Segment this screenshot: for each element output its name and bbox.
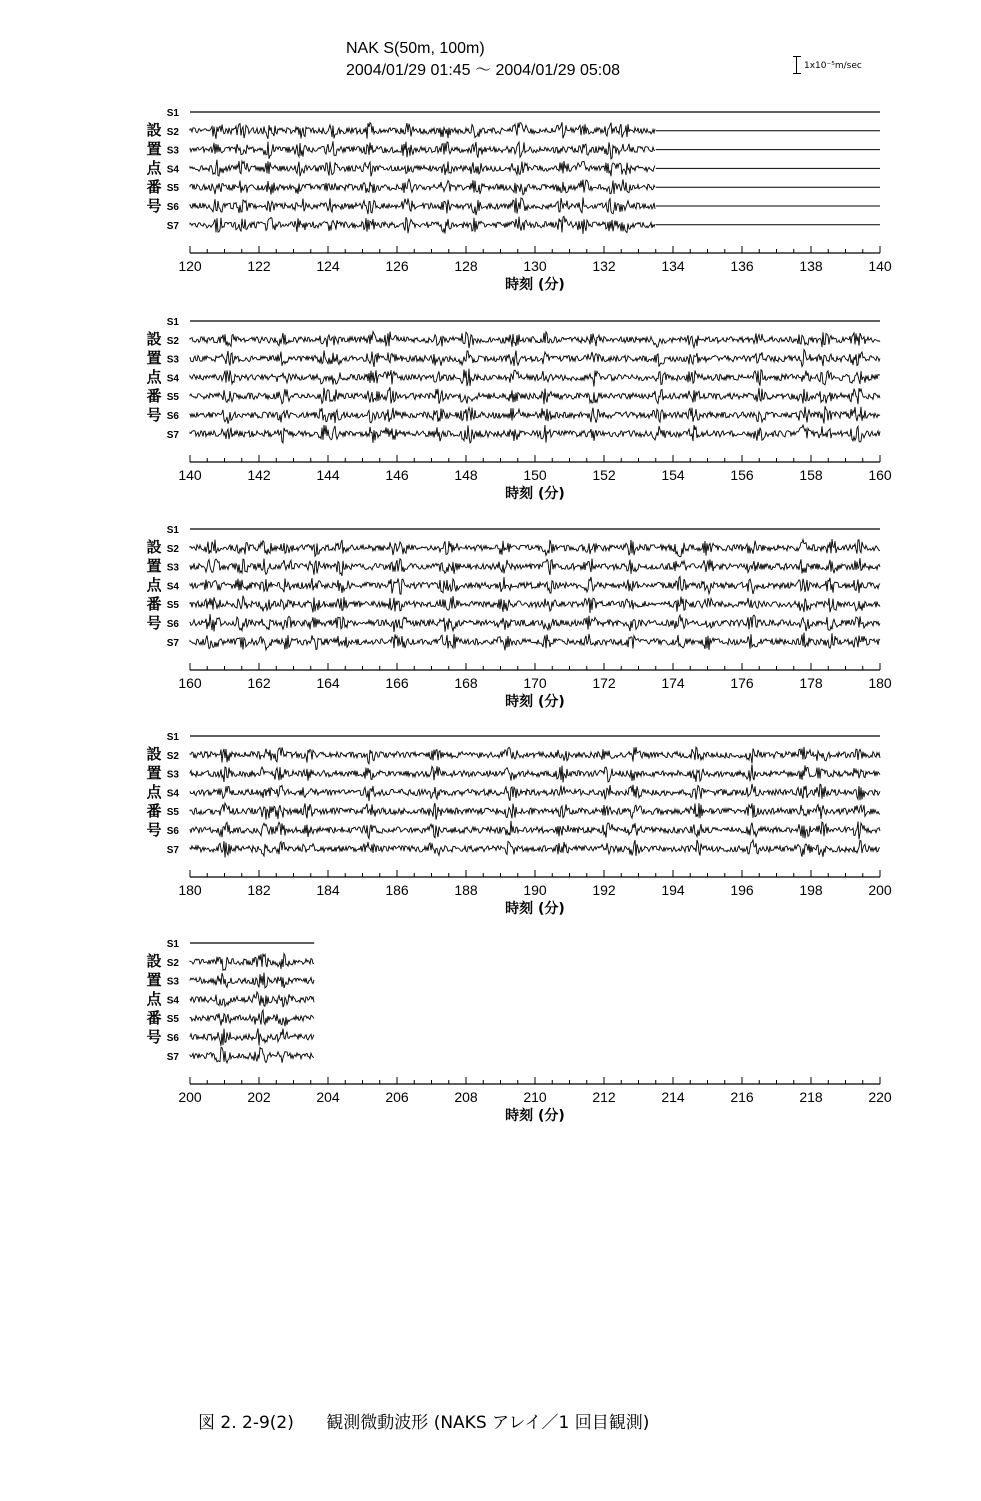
y-axis-label-char: 置 [146, 140, 162, 158]
station-label-s3: S3 [166, 562, 179, 574]
x-tick-label: 212 [592, 1089, 616, 1105]
station-label-s1: S1 [166, 732, 179, 743]
station-label-s7: S7 [166, 844, 179, 856]
station-label-s1: S1 [166, 317, 179, 328]
x-tick-label: 156 [730, 467, 754, 483]
station-label-s4: S4 [166, 581, 179, 593]
trace-s3 [190, 350, 880, 367]
x-tick-label: 196 [730, 882, 754, 898]
x-tick-label: 160 [868, 467, 892, 483]
station-label-s5: S5 [166, 600, 179, 612]
x-tick-label: 124 [316, 258, 340, 274]
x-tick-label: 190 [523, 882, 547, 898]
x-tick-label: 168 [454, 675, 478, 691]
trace-s2 [190, 954, 314, 971]
x-tick-label: 136 [730, 258, 754, 274]
station-label-s1: S1 [166, 939, 179, 950]
x-axis-title: 時刻 (分) [505, 486, 565, 502]
x-tick-label: 122 [247, 258, 271, 274]
station-label-s2: S2 [166, 335, 179, 347]
panel-3 [146, 525, 891, 710]
station-label-s4: S4 [166, 373, 179, 385]
x-tick-label: 186 [385, 882, 409, 898]
x-tick-label: 134 [661, 258, 685, 274]
panel-1 [146, 108, 891, 293]
x-tick-label: 170 [523, 675, 547, 691]
station-label-s7: S7 [166, 429, 179, 441]
x-tick-label: 132 [592, 258, 616, 274]
trace-s6 [190, 406, 880, 423]
trace-s7 [190, 840, 880, 858]
x-tick-label: 152 [592, 467, 616, 483]
trace-s4 [190, 992, 314, 1007]
x-tick-label: 150 [523, 467, 547, 483]
x-tick-label: 202 [247, 1089, 271, 1105]
x-tick-label: 130 [523, 258, 547, 274]
x-tick-label: 204 [316, 1089, 340, 1105]
y-axis-label-char: 号 [146, 197, 162, 215]
y-axis-label-char: 置 [146, 971, 162, 989]
trace-s4 [190, 160, 655, 177]
x-tick-label: 200 [868, 882, 892, 898]
trace-s3 [190, 558, 880, 576]
x-tick-label: 218 [799, 1089, 823, 1105]
figure-caption: 図 2. 2-9(2) 観測微動波形 (NAKS アレイ／1 回目観測) [198, 1413, 650, 1433]
x-tick-label: 188 [454, 882, 478, 898]
y-axis-label-char: 点 [146, 159, 162, 177]
y-axis-label-char: 号 [146, 406, 162, 424]
station-label-s5: S5 [166, 807, 179, 819]
chart-title-line-1: NAK S(50m, 100m) [346, 40, 485, 57]
x-axis-title: 時刻 (分) [505, 694, 565, 710]
station-label-s6: S6 [166, 826, 179, 837]
station-label-s5: S5 [166, 183, 179, 195]
y-axis-label-char: 設 [146, 745, 162, 763]
x-tick-label: 148 [454, 467, 478, 483]
station-label-s3: S3 [166, 354, 179, 366]
station-label-s7: S7 [166, 637, 179, 649]
y-axis-label-char: 号 [146, 1028, 162, 1046]
amplitude-scale-label: 1x10⁻⁵m/sec [804, 61, 862, 71]
y-axis-label-char: 点 [146, 783, 162, 801]
y-axis-label-char: 設 [146, 538, 162, 556]
y-axis-label-char: 置 [146, 557, 162, 575]
x-tick-label: 164 [316, 675, 340, 691]
trace-s6 [190, 614, 880, 632]
station-label-s1: S1 [166, 108, 179, 119]
x-tick-label: 178 [799, 675, 823, 691]
y-axis-label-char: 番 [146, 178, 162, 196]
x-tick-label: 146 [385, 467, 409, 483]
x-axis-title: 時刻 (分) [505, 901, 565, 917]
trace-s2 [190, 539, 880, 557]
y-axis-label-char: 点 [146, 990, 162, 1008]
station-label-s4: S4 [166, 995, 179, 1007]
trace-s7 [190, 425, 880, 443]
station-label-s3: S3 [166, 145, 179, 157]
x-tick-label: 184 [316, 882, 340, 898]
y-axis-label-char: 設 [146, 330, 162, 348]
x-tick-label: 208 [454, 1089, 478, 1105]
y-axis-label-char: 設 [146, 952, 162, 970]
trace-s4 [190, 369, 880, 387]
x-tick-label: 154 [661, 467, 685, 483]
x-tick-label: 180 [868, 675, 892, 691]
station-label-s6: S6 [166, 619, 179, 630]
y-axis-label-char: 設 [146, 121, 162, 139]
trace-s2 [190, 122, 655, 139]
x-tick-label: 128 [454, 258, 478, 274]
trace-s7 [190, 633, 880, 651]
station-label-s6: S6 [166, 1033, 179, 1044]
panel-4 [146, 732, 891, 917]
station-label-s5: S5 [166, 392, 179, 404]
station-label-s3: S3 [166, 769, 179, 781]
trace-s6 [190, 821, 880, 840]
y-axis-label-char: 置 [146, 349, 162, 367]
station-label-s6: S6 [166, 411, 179, 422]
x-axis-title: 時刻 (分) [505, 277, 565, 293]
x-tick-label: 192 [592, 882, 616, 898]
x-tick-label: 182 [247, 882, 271, 898]
x-tick-label: 176 [730, 675, 754, 691]
x-tick-label: 162 [247, 675, 271, 691]
station-label-s2: S2 [166, 957, 179, 969]
x-tick-label: 180 [178, 882, 202, 898]
station-label-s4: S4 [166, 164, 179, 176]
station-label-s2: S2 [166, 750, 179, 762]
x-tick-label: 216 [730, 1089, 754, 1105]
chart-title-line-2: 2004/01/29 01:45 ～ 2004/01/29 05:08 [346, 62, 621, 79]
x-tick-label: 158 [799, 467, 823, 483]
y-axis-label-char: 番 [146, 802, 162, 820]
trace-s4 [190, 577, 880, 595]
y-axis-label-char: 番 [146, 1009, 162, 1027]
y-axis-label-char: 号 [146, 614, 162, 632]
x-tick-label: 126 [385, 258, 409, 274]
y-axis-label-char: 点 [146, 368, 162, 386]
station-label-s4: S4 [166, 788, 179, 800]
y-axis-label-char: 番 [146, 387, 162, 405]
x-tick-label: 210 [523, 1089, 547, 1105]
x-tick-label: 194 [661, 882, 685, 898]
y-axis-label-char: 号 [146, 821, 162, 839]
panel-5 [146, 939, 891, 1124]
station-label-s7: S7 [166, 220, 179, 232]
x-tick-label: 144 [316, 467, 340, 483]
trace-s7 [190, 1047, 314, 1063]
station-label-s3: S3 [166, 976, 179, 988]
panel-2 [146, 317, 891, 502]
y-axis-label-char: 点 [146, 576, 162, 594]
station-label-s1: S1 [166, 525, 179, 536]
trace-s5 [190, 179, 655, 195]
trace-s6 [190, 197, 655, 215]
trace-s2 [190, 747, 880, 764]
x-tick-label: 172 [592, 675, 616, 691]
x-tick-label: 138 [799, 258, 823, 274]
trace-s3 [190, 141, 655, 159]
x-tick-label: 206 [385, 1089, 409, 1105]
trace-s5 [190, 803, 880, 820]
station-label-s7: S7 [166, 1051, 179, 1063]
x-tick-label: 174 [661, 675, 685, 691]
trace-s4 [190, 784, 880, 801]
x-tick-label: 198 [799, 882, 823, 898]
trace-s3 [190, 764, 880, 782]
station-label-s6: S6 [166, 202, 179, 213]
x-tick-label: 142 [247, 467, 271, 483]
x-tick-label: 214 [661, 1089, 685, 1105]
trace-s3 [190, 973, 314, 988]
y-axis-label-char: 番 [146, 595, 162, 613]
x-tick-label: 140 [178, 467, 202, 483]
station-label-s2: S2 [166, 543, 179, 555]
x-tick-label: 160 [178, 675, 202, 691]
trace-s5 [190, 596, 880, 613]
trace-s2 [190, 332, 880, 348]
trace-s5 [190, 387, 880, 404]
x-tick-label: 120 [178, 258, 202, 274]
x-tick-label: 166 [385, 675, 409, 691]
x-axis-title: 時刻 (分) [505, 1108, 565, 1124]
trace-s6 [190, 1028, 314, 1046]
trace-s5 [190, 1010, 314, 1026]
y-axis-label-char: 置 [146, 764, 162, 782]
station-label-s2: S2 [166, 126, 179, 138]
station-label-s5: S5 [166, 1014, 179, 1026]
trace-s7 [190, 216, 655, 233]
x-tick-label: 200 [178, 1089, 202, 1105]
x-tick-label: 140 [868, 258, 892, 274]
x-tick-label: 220 [868, 1089, 892, 1105]
